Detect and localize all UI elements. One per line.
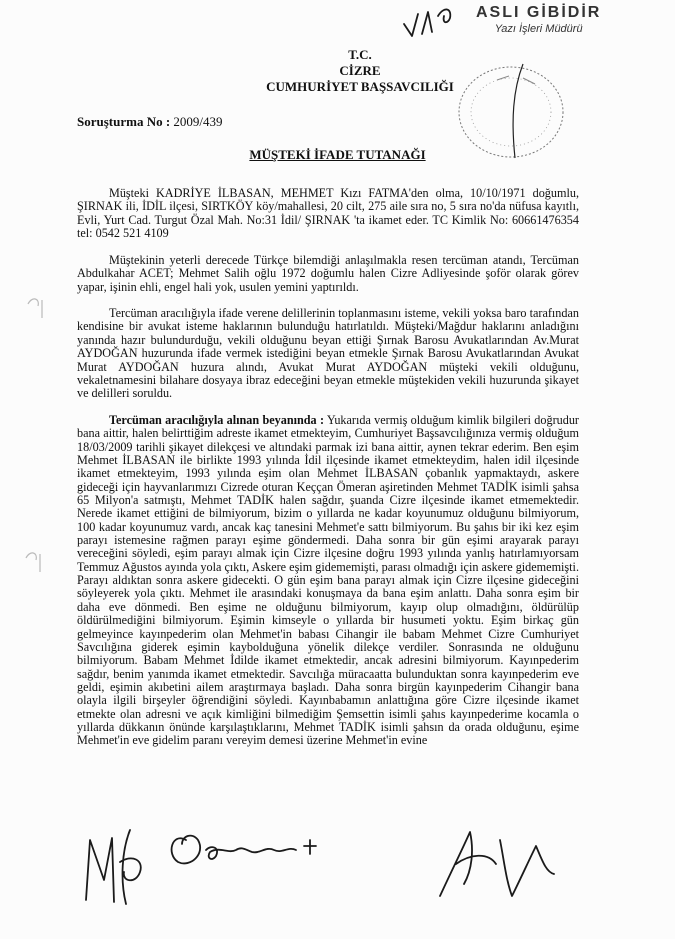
paragraph-statement bbox=[77, 414, 579, 748]
stamp-line-2: Yazı İşleri Müdürü bbox=[494, 23, 583, 35]
investigation-number-label: Soruşturma No : bbox=[77, 114, 171, 129]
signature-middle bbox=[172, 836, 316, 864]
paragraph-interpreter bbox=[77, 254, 579, 294]
signature-left bbox=[86, 830, 141, 904]
margin-mark-2 bbox=[22, 548, 48, 576]
document-title: MÜŞTEKİ İFADE TUTANAĞI bbox=[249, 147, 426, 162]
signature-right bbox=[440, 832, 554, 896]
statement-lead: Tercüman aracılığıyla alınan beyanında : bbox=[109, 413, 325, 427]
header-line-2: CİZRE bbox=[339, 63, 381, 78]
header-line-3: CUMHURİYET BAŞSAVCILIĞI bbox=[266, 79, 454, 94]
investigation-number bbox=[77, 114, 223, 130]
official-seal bbox=[453, 60, 571, 160]
header-line-1: T.C. bbox=[348, 47, 372, 62]
certified-copy-stamp bbox=[476, 4, 601, 35]
stamp-line-1: ASLI GİBİDİR bbox=[476, 4, 602, 21]
initials-scribble bbox=[398, 2, 468, 42]
investigation-number-value: 2009/439 bbox=[173, 114, 223, 129]
paragraph-rights-text: Tercüman aracılığıyla ifade verene delillerinin toplanmasını isteme, vekili yoksa baro tarafından kendisine bir avukat isteme haklarının bulunduğu hatırlatıldı. Müşteki/Mağdur haklarını anladığını yanında hazır bulundurduğu, vekili olduğunu beyan ettiği Şırnak Barosu Avukatlarından Av.Murat AYDOĞAN huzurunda ifade vermek istediğini beyan etmekle Şırnak Barosu Avukatlarından Avukat Murat AYDOĞAN huzura alındı, Avukat Murat AYDOĞAN müşteki vekili olduğunu, vekaletnamesini bilahare dosyaya ibraz edeceğini beyan etmekle müştekiden vekili huzurunda şikayet ve delilleri soruldu. bbox=[77, 306, 579, 401]
paragraph-statement-text: Yukarıda vermiş olduğum kimlik bilgileri doğrudur bana aittir, halen belirttiğim adreste ikamet etmekteyim, Cumhuriyet Başsavcılığınıza vermiş olduğum 18/03/2009 tarihli şikayet dilekçesi ve altındaki parmak izi bana aittir, aynen tekrar ederim. Ben eşim Mehmet İLBASAN ile birlikte 1993 yılında İdil ilçesinde ikamet etmekteydim, halen idil ilçesinde ikamet etmekteyim, 1993 yılında eşim olan Mehmet İLBASAN çobanlık yapmaktaydı, askere gideceği için hayvanlarımızı Cizrede oturan Keççan Ömeran aşiretinden Mehmet TADİK isimli şahsa 65 Milyon'a satmıştı, Mehmet TADİK halen sağdır, şuanda Cizre ilçesinde ikamet etmemektedir. Nerede ikamet ettiğini de bilmiyorum, bizim o yıllarda ne kadar koyunumuz olduğunu bilmiyorum, 100 kadar koyunumuz vardı, ancak kaç tanesini Mehmet'e sattı bilmiyorum. Bu şahıs bir iki kez eşim parayı istemesine rağmen parayı eşime göndermedi. Daha sonra bir gün eşimi arayarak parayı vereceğini söyledi, eşim parayı almak için Cizre ilçesine doğru 1993 yılında yanlış hatırlamıyorsam Temmuz Ağustos ayında yola çıktı, Askere eşim gidememişti, parası olmadığı için askere gidememişti. Parayı aldıktan sonra askere gidecekti. O gün eşim bana parayı almak için Cizre ilçesine gideceğini söyleyerek yola çıktı. Mehmet ile arasındaki konuşmaya da bana eşim anlattı. Daha sonra eşim bir daha eve dönmedi. Ben eşime ne olduğunu bilmiyorum, kayıp olup olmadığını, öldürülüp öldürülmediğini bilmiyorum. Eşimin kimseyle o yıllarda bir husumeti yoktu. Eşim birkaç gün gelmeyince kayınpederim olan Mehmet'in babası Cihangir ile babam Mehmet Cizre Cumhuriyet Savcılığına giderek eşimin kaybolduğuna yönelik dilekçe verdiler. Sonrasında ne olduğunu bilmiyorum. Babam Mehmet İdilde ikamet etmektedir, ancak adresini bilmiyorum. Kayınpederim sağdır, benim yanımda ikamet etmektedir. Savcılığa müracaatta bulunduktan sonra kayınpederim eve geldi, eşimin akıbetini ailem araştırmaya başladı. Daha sonra birgün kayınpederim Cihangir bana olayla ilgili birşeyler öğrendiğini söyledi. Kayınbabamın anlattığına göre Cizre ilçesinde ikamet etmekte olan adresni ve açık kimliğini bilmediğim Şemsettin isimli şahıs kayınpederime kocamla o yıllarda dükkanın önünde karşılaştıklarını, Mehmet TADİK isimli şahsın da orada olduğunu, eşime Mehmet'in eve gidelim paranı vereyim demesi üzerine Mehmet'in evine bbox=[77, 413, 579, 748]
paragraph-interpreter-text: Müştekinin yeterli derecede Türkçe bilemdiği anlaşılmakla resen tercüman atandı, Tercüman Abdulkahar ACET; Mehmet Salih oğlu 1972 doğumlu halen Cizre Adliyesinde şoför olarak görev yapar, işinin ehli, engel hali yok, usulen yemini yaptırıldı. bbox=[77, 253, 579, 294]
paragraph-identity bbox=[77, 187, 579, 241]
margin-mark-1 bbox=[24, 294, 50, 322]
paragraph-identity-text: Müşteki KADRİYE İLBASAN, MEHMET Kızı FATMA'den olma, 10/10/1971 doğumlu, ŞIRNAK ili, İDİL ilçesi, SIRTKÖY köy/mahallesi, 20 cilt, 275 aile sıra no, 5 sıra no'da nüfusa kayıtlı, Evli, Yurt Cad. Turgut Özal Mah. No:31 İdil/ ŞIRNAK 'ta ikamet eder. TC Kimlik No: 60661476354 tel: 0542 521 4109 bbox=[77, 186, 579, 241]
paragraph-rights bbox=[77, 307, 579, 401]
signatures bbox=[60, 810, 620, 920]
